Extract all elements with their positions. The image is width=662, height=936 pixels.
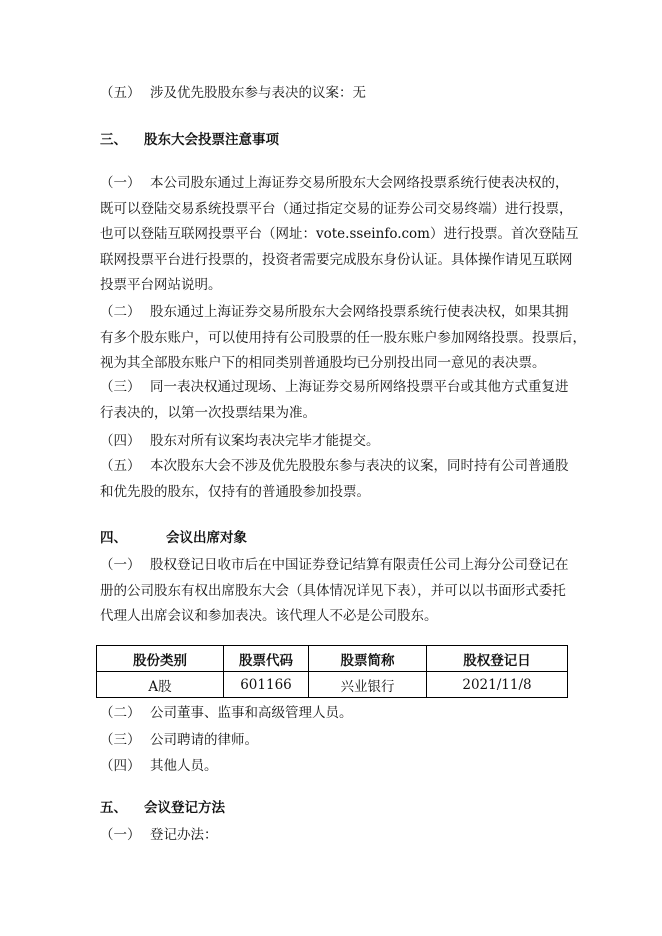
table-header-row xyxy=(97,646,568,672)
item-label: （五） xyxy=(100,458,141,474)
line-text: 股东对所有议案均表决完毕才能提交。 xyxy=(150,433,380,449)
line-text: 股权登记日收市后在中国证券登记结算有限责任公司上海分公司登记在 xyxy=(150,557,569,573)
paragraph-line xyxy=(100,302,569,322)
section-number: 三、 xyxy=(100,132,127,148)
item-label: （四） xyxy=(100,758,141,774)
line-text: 本公司股东通过上海证券交易所股东大会网络投票系统行使表决权的， xyxy=(150,175,569,191)
line-text: 本次股东大会不涉及优先股股东参与表决的议案，同时持有公司普通股 xyxy=(150,458,569,474)
line-text: 同一表决权通过现场、上海证券交易所网络投票平台或其他方式重复进 xyxy=(150,379,569,395)
line-text: 联网投票平台进行投票的，投资者需要完成股东身份认证。具体操作请见互联网 xyxy=(100,251,573,268)
paragraph-line xyxy=(100,377,569,397)
paragraph-line xyxy=(100,353,546,373)
header-stock-name: 股票简称 xyxy=(309,646,427,672)
paragraph-line xyxy=(100,606,438,626)
item-text: 公司董事、监事和高级管理人员。 xyxy=(150,705,353,721)
cell-record-date: 2021/11/8 xyxy=(427,672,568,698)
section-3-heading xyxy=(100,130,279,150)
section-4-heading xyxy=(100,528,247,548)
paragraph-line xyxy=(100,403,316,423)
paragraph-line xyxy=(100,173,569,193)
attendee-item xyxy=(100,730,258,750)
paragraph-line xyxy=(100,224,579,244)
section-5-heading xyxy=(100,798,225,818)
paragraph-line xyxy=(100,275,222,295)
section-number: 四、 xyxy=(100,530,127,546)
item-label: （一） xyxy=(100,557,141,573)
attendee-item xyxy=(100,703,353,723)
line-text: 投票平台网站说明。 xyxy=(100,277,222,293)
cell-stock-code: 601166 xyxy=(224,672,309,698)
item-5-preferred xyxy=(100,83,366,103)
item-label: （一） xyxy=(100,175,141,191)
paragraph-line xyxy=(100,431,380,451)
line-text: 行表决的，以第一次投票结果为准。 xyxy=(100,404,316,421)
line-text: 也可以登陆互联网投票平台（网址：vote.sseinfo.com）进行投票。首次登陆互 xyxy=(100,226,579,242)
paragraph-line xyxy=(100,482,370,502)
item-text: 公司聘请的律师。 xyxy=(150,732,258,748)
paragraph-line xyxy=(100,328,586,348)
registration-table xyxy=(96,645,568,698)
registration-method-item xyxy=(100,825,218,845)
paragraph-line xyxy=(100,581,566,601)
paragraph-line xyxy=(100,250,573,270)
line-text: 视为其全部股东账户下的相同类别普通股均已分别投出同一意见的表决票。 xyxy=(100,355,546,371)
cell-stock-name: 兴业银行 xyxy=(309,672,427,698)
line-text: 股东通过上海证券交易所股东大会网络投票系统行使表决权，如果其拥 xyxy=(150,304,569,320)
section-title: 会议出席对象 xyxy=(166,530,247,546)
item-text: 涉及优先股股东参与表决的议案：无 xyxy=(150,85,366,101)
header-record-date: 股权登记日 xyxy=(427,646,568,672)
header-stock-code: 股票代码 xyxy=(224,646,309,672)
line-text: 有多个股东账户，可以使用持有公司股票的任一股东账户参加网络投票。投票后， xyxy=(100,329,586,346)
paragraph-line xyxy=(100,555,569,575)
item-label: （三） xyxy=(100,732,141,748)
item-label: （二） xyxy=(100,705,141,721)
cell-share-class: A股 xyxy=(97,672,224,698)
section-title: 股东大会投票注意事项 xyxy=(144,132,279,148)
item-label: （二） xyxy=(100,304,141,320)
table-row xyxy=(97,672,568,698)
attendee-item xyxy=(100,756,218,776)
section-number: 五、 xyxy=(100,800,127,816)
line-text: 和优先股的股东，仅持有的普通股参加投票。 xyxy=(100,483,370,500)
item-label: （四） xyxy=(100,433,141,449)
paragraph-line xyxy=(100,456,569,476)
header-share-class: 股份类别 xyxy=(97,646,224,672)
line-text: 代理人出席会议和参加表决。该代理人不必是公司股东。 xyxy=(100,608,438,624)
item-label: （一） xyxy=(100,827,141,843)
item-label: （五） xyxy=(100,85,141,101)
item-text: 其他人员。 xyxy=(150,758,218,774)
line-text: 既可以登陆交易系统投票平台（通过指定交易的证券公司交易终端）进行投票， xyxy=(100,200,573,217)
line-text: 册的公司股东有权出席股东大会（具体情况详见下表），并可以以书面形式委托 xyxy=(100,582,566,599)
item-label: （三） xyxy=(100,379,141,395)
section-title: 会议登记方法 xyxy=(144,800,225,816)
item-text: 登记办法： xyxy=(150,827,218,843)
paragraph-line xyxy=(100,199,573,219)
